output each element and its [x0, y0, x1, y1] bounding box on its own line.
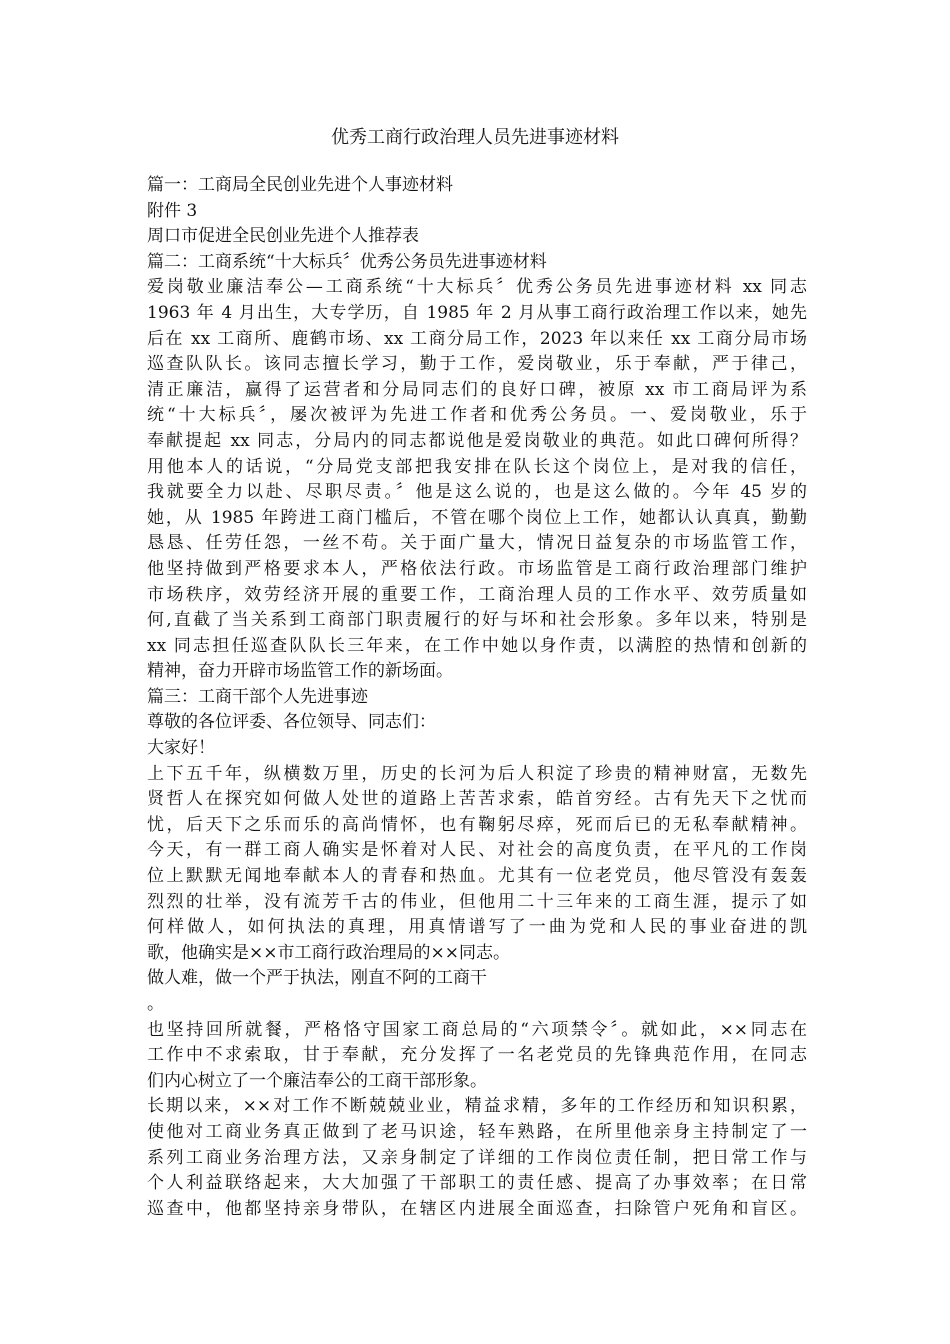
text-line: 烈烈的壮举，没有流芳千古的伟业，但他用二十三年来的工商生涯，提示了如	[147, 891, 807, 912]
text-line: 何,直截了当关系到工商部门职责履行的好与坏和社会形象。多年以来，特别是	[147, 610, 807, 631]
text-line: 。	[147, 994, 164, 1014]
text-line: 周口市促进全民创业先进个人推荐表	[147, 226, 419, 247]
text-line: 长期以来，××对工作不断兢兢业业，精益求精，多年的工作经历和知识积累，	[147, 1096, 807, 1117]
text-line: 巡查中，他都坚持亲身带队，在辖区内进展全面巡查，扫除管户死角和盲区。	[147, 1198, 807, 1219]
text-line: 市场秩序，效劳经济开展的重要工作，工商治理人员的工作水平、效劳质量如	[147, 584, 807, 605]
text-line: 歌，他确实是××市工商行政治理局的××同志。	[147, 942, 510, 963]
document-body	[147, 173, 807, 1222]
text-line: 奉献提起 xx 同志，分局内的同志都说他是爱岗敬业的典范。如此口碑何所得？	[147, 430, 807, 451]
text-line: 们内心树立了一个廉洁奉公的工商干部形象。	[147, 1070, 487, 1091]
text-line: 他坚持做到严格要求本人，严格依法行政。市场监管是工商行政治理部门维护	[147, 558, 807, 579]
text-line: 大家好！	[147, 738, 215, 759]
text-line: 篇一：工商局全民创业先进个人事迹材料	[147, 175, 453, 195]
text-line: 也坚持回所就餐，严格恪守国家工商总局的“六项禁令〞。就如此，××同志在	[147, 1019, 807, 1040]
text-line: 篇三：工商干部个人先进事迹	[147, 686, 368, 707]
text-line: 位上默默无闻地奉献本人的青春和热血。尤其有一位老党员，他尽管没有轰轰	[147, 866, 807, 887]
text-line: 工作中不求索取，甘于奉献，充分发挥了一名老党员的先锋典范作用，在同志	[147, 1045, 807, 1066]
text-line: 附件 3	[147, 200, 198, 221]
text-line: xx 同志担任巡查队队长三年来，在工作中她以身作责，以满腔的热情和创新的	[147, 635, 807, 656]
text-line: 巡查队队长。该同志擅长学习，勤于工作，爱岗敬业，乐于奉献，严于律己，	[147, 354, 807, 375]
text-line: 统“十大标兵〞，屡次被评为先进工作者和优秀公务员。一、爱岗敬业，乐于	[147, 405, 807, 426]
text-line: 1963 年 4 月出生，大专学历，自 1985 年 2 月从事工商行政治理工作以来，她先	[147, 302, 807, 323]
text-line: 何样做人，如何执法的真理，用真情谱写了一曲为党和人民的事业奋进的凯	[147, 917, 807, 938]
text-line: 爱岗敬业廉洁奉公—工商系统“十大标兵〞优秀公务员先进事迹材料 xx 同志	[147, 277, 807, 298]
text-line: 精神，奋力开辟市场监管工作的新场面。	[147, 661, 453, 682]
text-line: 我就要全力以赴、尽职尽责。〞他是这么说的，也是这么做的。今年 45 岁的	[147, 482, 807, 503]
text-line: 做人难，做一个严于执法，刚直不阿的工商干	[147, 968, 487, 989]
text-line: 清正廉洁，赢得了运营者和分局同志们的良好口碑，被原 xx 市工商局评为系	[147, 379, 807, 400]
document-title: 优秀工商行政治理人员先进事迹材料	[331, 127, 619, 148]
text-line: 今天，有一群工商人确实是怀着对人民、对社会的高度负责，在平凡的工作岗	[147, 840, 807, 861]
text-line: 用他本人的话说，“分局党支部把我安排在队长这个岗位上，是对我的信任，	[147, 456, 807, 477]
text-line: 上下五千年，纵横数万里，历史的长河为后人积淀了珍贵的精神财富，无数先	[147, 763, 807, 784]
text-line: 使他对工商业务真正做到了老马识途，轻车熟路，在所里他亲身主持制定了一	[147, 1121, 807, 1142]
text-line: 恳恳、任劳任怨，一丝不苟。关于面广量大，情况日益复杂的市场监管工作，	[147, 533, 807, 554]
text-line: 系列工商业务治理方法，又亲身制定了详细的工作岗位责任制，把日常工作与	[147, 1147, 807, 1168]
text-line: 忧，后天下之乐而乐的高尚情怀，也有鞠躬尽瘁，死而后已的无私奉献精神。	[147, 814, 807, 835]
text-line: 贤哲人在探究如何做人处世的道路上苦苦求索，皓首穷经。古有先天下之忧而	[147, 789, 807, 810]
text-line: 她，从 1985 年跨进工商门槛后，不管在哪个岗位上工作，她都认认真真，勤勤	[147, 507, 807, 528]
text-line: 尊敬的各位评委、各位领导、同志们：	[147, 712, 436, 733]
text-line: 篇二：工商系统“十大标兵〞优秀公务员先进事迹材料	[147, 251, 547, 272]
text-line: 个人利益联络起来，大大加强了干部职工的责任感、提高了办事效率；在日常	[147, 1173, 807, 1194]
text-line: 后在 xx 工商所、鹿鹤市场、xx 工商分局工作，2023 年以来任 xx 工商分局市场	[147, 328, 807, 349]
